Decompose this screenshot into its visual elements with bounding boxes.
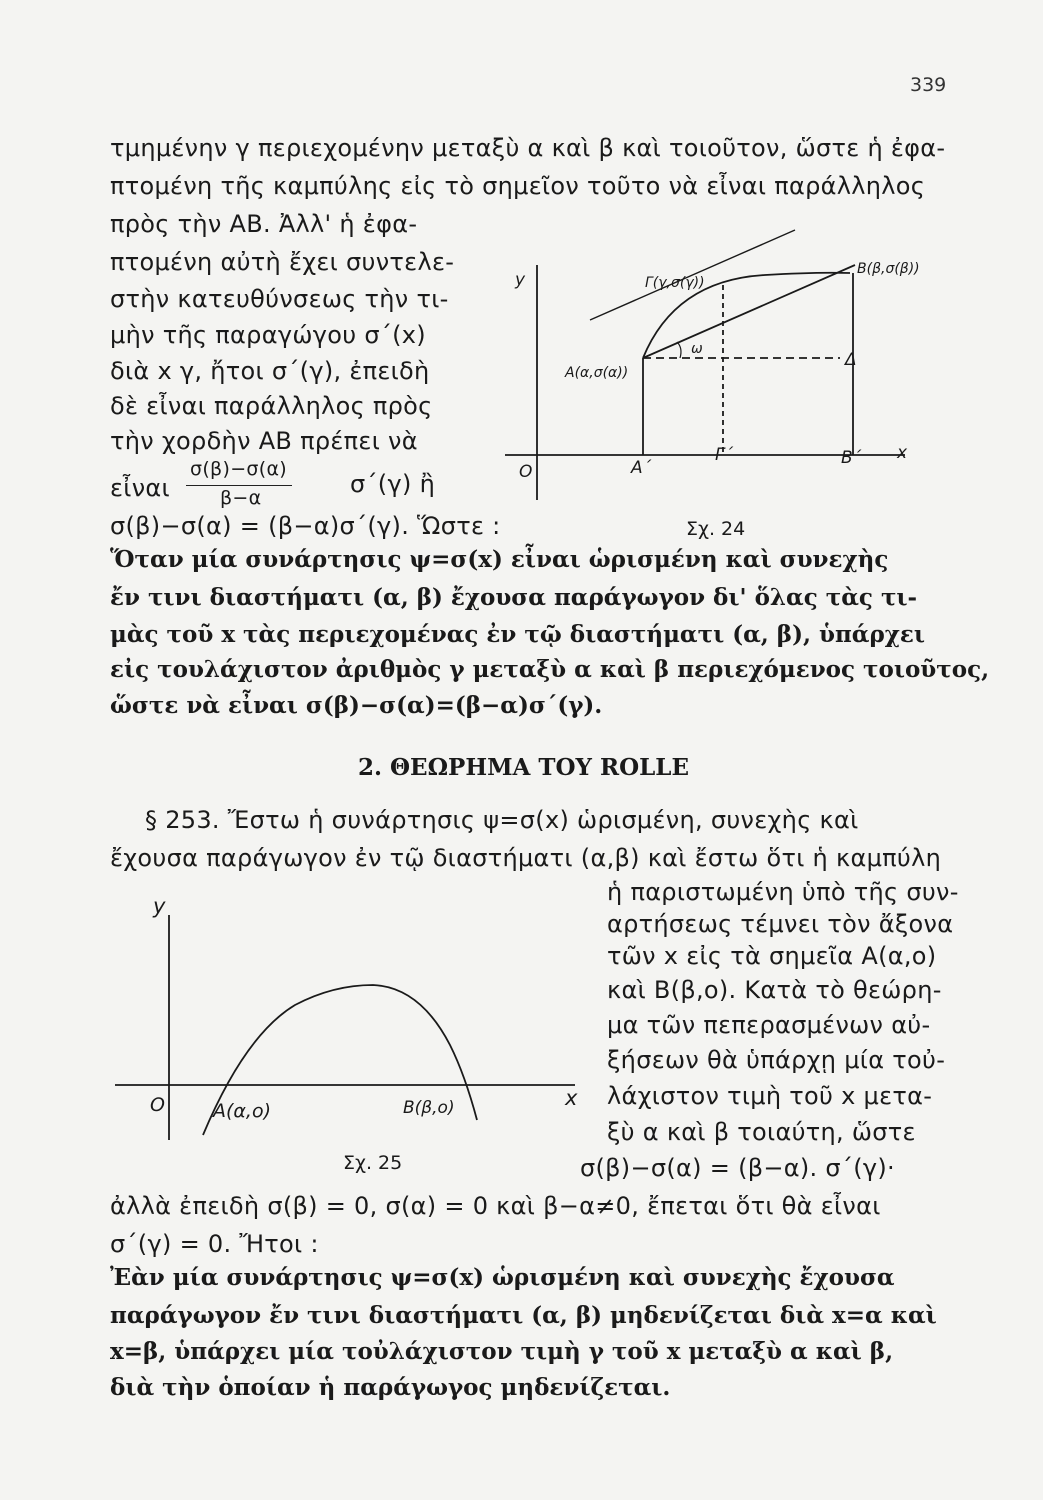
- angle-arc: [677, 342, 681, 358]
- text-line: τῶν x εἰς τὰ σημεῖα Α(α,ο): [607, 942, 937, 970]
- text-line: § 253. Ἔστω ἡ συνάρτησις ψ=σ(x) ὡρισμένη, συνεχὴς καὶ: [145, 806, 859, 834]
- fig24-a-label: A(α,σ(α)): [565, 365, 629, 381]
- theorem-line: Ἐὰν μία συνάρτησις ψ=σ(x) ὡρισμένη καὶ συνεχὴς ἔχουσα: [110, 1264, 895, 1291]
- section-heading: 2. ΘΕΩΡΗΜΑ ΤΟΥ ROLLE: [358, 754, 689, 781]
- formula-prefix: εἶναι: [110, 474, 170, 502]
- fig24-b-prime-label: B΄: [841, 448, 862, 468]
- text-line: μὴν τῆς παραγώγου σ΄(x): [110, 321, 426, 349]
- text-line: ξήσεων θὰ ὑπάρχῃ μία τοὐ-: [607, 1046, 946, 1074]
- text-line: ἔχουσα παράγωγον ἐν τῷ διαστήματι (α,β) καὶ ἔστω ὅτι ἡ καμπύλη: [110, 844, 942, 872]
- fig24-g-prime-label: Γ΄: [715, 445, 733, 465]
- text-line: αρτήσεως τέμνει τὸν ἄξονα: [607, 910, 954, 938]
- formula-numerator: σ(β)−σ(α): [190, 458, 288, 480]
- text-line: πρὸς τὴν ΑΒ. Ἀλλ' ἡ ἐφα-: [110, 210, 418, 238]
- text-line: ἀλλὰ ἐπειδὴ σ(β) = 0, σ(α) = 0 καὶ β−α≠0, ἔπεται ὅτι θὰ εἶναι: [110, 1192, 881, 1220]
- fig24-y-label: y: [515, 270, 526, 290]
- page-number: 339: [910, 74, 947, 96]
- text-line: τὴν χορδὴν ΑΒ πρέπει νὰ: [110, 427, 418, 455]
- theorem-line: παράγωγον ἔν τινι διαστήματι (α, β) μηδενίζεται διὰ x=α καὶ: [110, 1302, 937, 1329]
- text-line: τμημένην γ περιεχομένην μεταξὺ α καὶ β καὶ τοιοῦτον, ὥστε ἡ ἐφα-: [110, 134, 946, 162]
- figure-24-caption: Σχ. 24: [686, 518, 746, 540]
- text-line: πτομένη τῆς καμπύλης εἰς τὸ σημεῖον τοῦτο νὰ εἶναι παράλληλος: [110, 172, 926, 200]
- fig24-b-label: B(β,σ(β)): [857, 261, 920, 277]
- fig24-omega-label: ω: [691, 341, 703, 357]
- figure-24: [495, 205, 935, 515]
- text-line: λάχιστον τιμὴ τοῦ x μετα-: [607, 1082, 933, 1110]
- fig24-a-prime-label: A΄: [631, 458, 652, 478]
- theorem-line: ὥστε νὰ εἶναι σ(β)−σ(α)=(β−α)σ΄(γ).: [110, 692, 603, 719]
- text-line: ξὺ α καὶ β τοιαύτη, ὥστε: [607, 1118, 916, 1146]
- fig24-d-label: Δ: [845, 350, 857, 370]
- fig25-origin-label: O: [150, 1094, 165, 1116]
- text-line: διὰ x γ, ἤτοι σ΄(γ), ἐπειδὴ: [110, 357, 430, 385]
- fig25-x-label: x: [565, 1086, 578, 1110]
- text-line: σ΄(γ) = 0. Ἤτοι :: [110, 1230, 319, 1258]
- figure-25: [115, 895, 595, 1145]
- text-line: δὲ εἶναι παράλληλος πρὸς: [110, 392, 433, 420]
- text-line: ἡ παριστωμένη ὑπὸ τῆς συν-: [607, 878, 959, 906]
- text-line: σ(β)−σ(α) = (β−α). σ΄(γ)·: [580, 1154, 895, 1182]
- formula-rhs: σ΄(γ) ἢ: [350, 470, 436, 498]
- fig24-origin-label: O: [519, 462, 533, 482]
- theorem-line: Ὅταν μία συνάρτησις ψ=σ(x) εἶναι ὡρισμένη καὶ συνεχὴς: [110, 546, 889, 573]
- theorem-line: διὰ τὴν ὁποίαν ἡ παράγωγος μηδενίζεται.: [110, 1374, 671, 1401]
- theorem-line: ἔν τινι διαστήματι (α, β) ἔχουσα παράγωγον δι' ὅλας τὰς τι-: [110, 584, 918, 611]
- theorem-line: x=β, ὑπάρχει μία τοὐλάχιστον τιμὴ γ τοῦ x μεταξὺ α καὶ β,: [110, 1338, 894, 1365]
- fig24-x-label: x: [897, 443, 908, 463]
- fig25-y-label: y: [153, 894, 166, 918]
- text-line: πτομένη αὐτὴ ἔχει συντελε-: [110, 248, 455, 276]
- text-line: μα τῶν πεπερασμένων αὐ-: [607, 1011, 931, 1039]
- fig25-b-label: B(β,ο): [403, 1098, 455, 1118]
- formula-line: σ(β)−σ(α) = (β−α)σ΄(γ). Ὥστε :: [110, 512, 501, 540]
- fig25-a-label: A(α,ο): [213, 1100, 272, 1122]
- figure-25-caption: Σχ. 25: [343, 1152, 403, 1174]
- text-line: καὶ Β(β,ο). Κατὰ τὸ θεώρη-: [607, 976, 942, 1004]
- fraction-bar: [186, 485, 292, 486]
- text-line: στὴν κατευθύνσεως τὴν τι-: [110, 285, 449, 313]
- theorem-line: μὰς τοῦ x τὰς περιεχομένας ἐν τῷ διαστήματι (α, β), ὑπάρχει: [110, 621, 926, 648]
- theorem-line: εἰς τουλάχιστον ἀριθμὸς γ μεταξὺ α καὶ β περιεχόμενος τοιοῦτος,: [110, 656, 990, 683]
- formula-denominator: β−α: [220, 487, 262, 509]
- fig24-g-label: Γ(γ,σ(γ)): [645, 275, 705, 291]
